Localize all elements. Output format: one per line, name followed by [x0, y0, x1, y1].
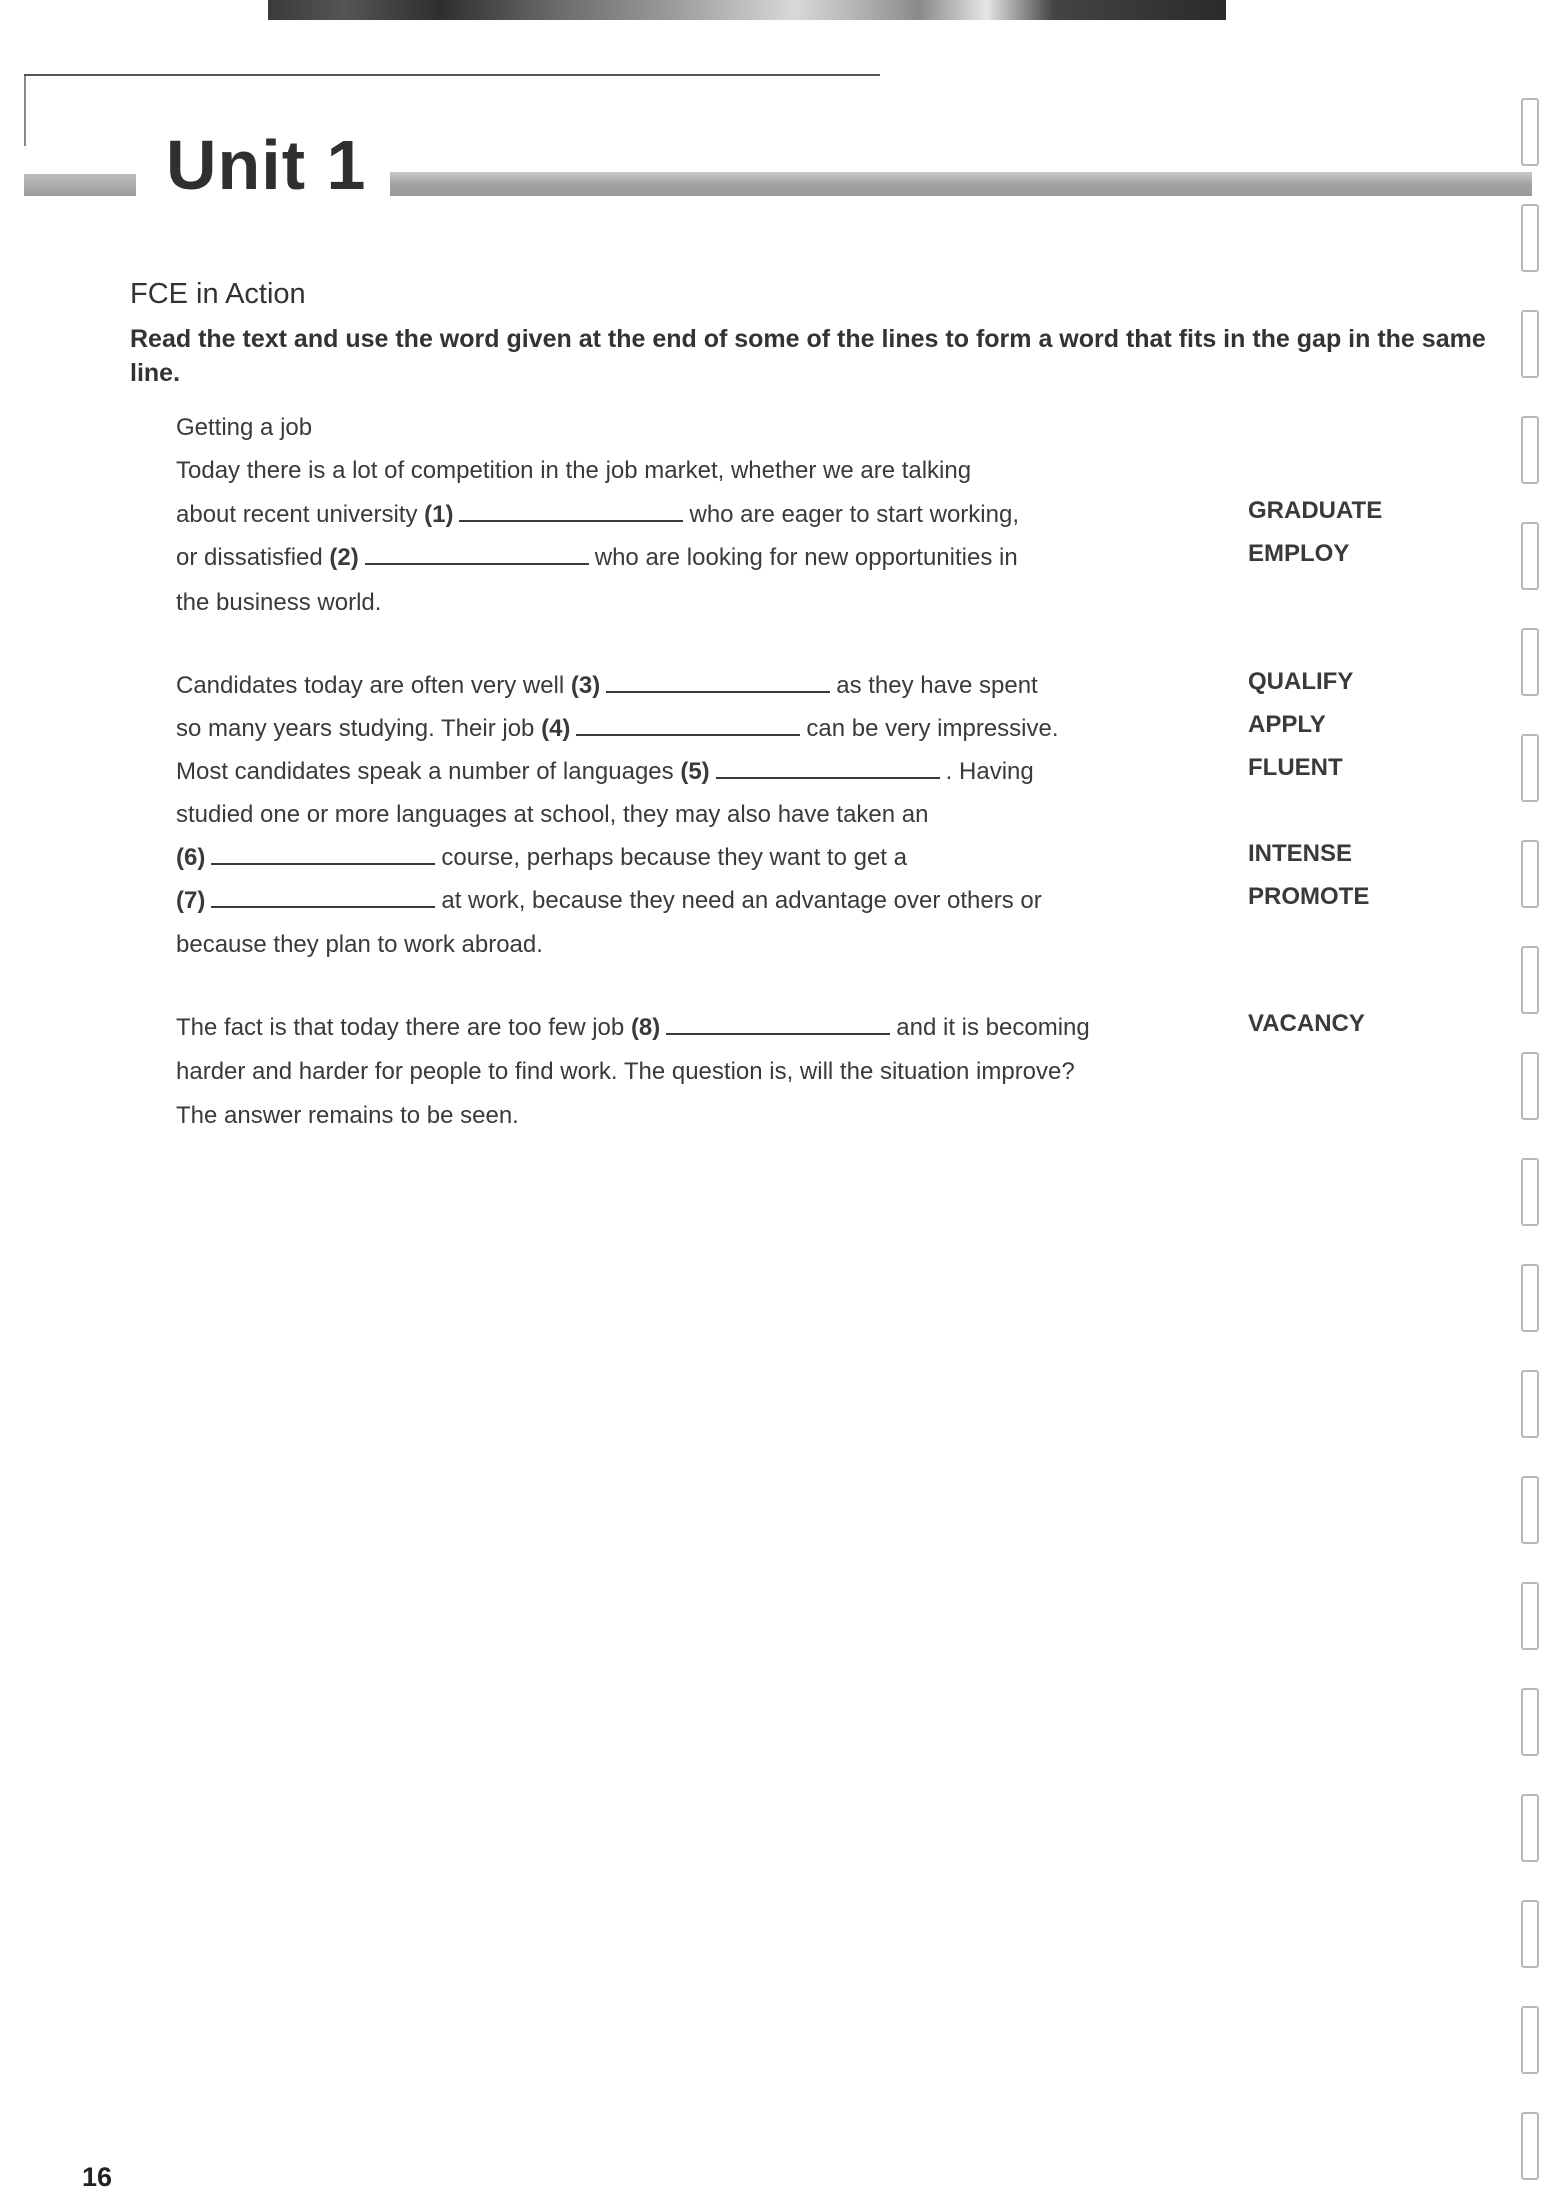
gap-number: (1): [424, 501, 454, 528]
keyword: PROMOTE: [1248, 883, 1370, 910]
binding-ring: [1521, 2006, 1539, 2074]
line-text: Today there is a lot of competition in the job market, whether we are talking: [176, 457, 972, 484]
line-text: The answer remains to be seen.: [176, 1102, 519, 1129]
unit-title: Unit 1: [166, 126, 367, 204]
binding-ring: [1521, 1582, 1539, 1650]
binding-ring: [1521, 98, 1539, 166]
text-line: [176, 1057, 1075, 1087]
keyword: FLUENT: [1248, 754, 1343, 781]
binding-ring: [1521, 310, 1539, 378]
binding-ring: [1521, 1158, 1539, 1226]
line-text: Most candidates speak a number of languages: [176, 758, 674, 785]
text-line: [176, 1013, 1090, 1043]
line-text: who are eager to start working,: [689, 501, 1019, 528]
gap-number: (2): [329, 544, 359, 571]
line-text: and it is becoming: [896, 1014, 1090, 1041]
unit-band-right: [390, 172, 1532, 196]
text-line: [176, 456, 971, 486]
binding-ring: [1521, 2112, 1539, 2180]
line-text: so many years studying. Their job: [176, 715, 535, 742]
line-text: The fact is that today there are too few job: [176, 1014, 625, 1041]
section-label: FCE in Action: [130, 278, 306, 310]
gap-number: (6): [176, 844, 206, 871]
text-line: [176, 543, 1018, 573]
exercise-text-title: Getting a job: [176, 414, 313, 441]
answer-gap[interactable]: [666, 1013, 890, 1035]
answer-gap[interactable]: [576, 714, 800, 736]
text-line: [176, 757, 1034, 787]
text-line: [176, 1101, 519, 1131]
line-text: . Having: [945, 758, 1034, 785]
page-number: 16: [82, 2162, 113, 2192]
answer-gap[interactable]: [716, 757, 940, 779]
header-rule: [24, 74, 880, 76]
line-text: about recent university: [176, 501, 418, 528]
text-line: [176, 500, 1019, 530]
text-line: [176, 843, 907, 873]
binding-ring: [1521, 416, 1539, 484]
binding-ring: [1521, 1900, 1539, 1968]
gap-number: (4): [541, 715, 571, 742]
line-text: Candidates today are often very well: [176, 672, 565, 699]
text-line: [176, 588, 381, 618]
keyword: QUALIFY: [1248, 668, 1354, 695]
binding-ring: [1521, 840, 1539, 908]
line-text: harder and harder for people to find work. The question is, will the situation improve?: [176, 1058, 1075, 1085]
answer-gap[interactable]: [211, 843, 435, 865]
keyword: GRADUATE: [1248, 497, 1383, 524]
keyword: INTENSE: [1248, 840, 1353, 867]
binding-ring: [1521, 946, 1539, 1014]
header-rule-tick: [24, 76, 26, 146]
binding-ring: [1521, 628, 1539, 696]
spiral-binding: [1513, 90, 1553, 2209]
keyword: APPLY: [1248, 711, 1326, 738]
header-photo-strip: [268, 0, 1226, 20]
binding-ring: [1521, 1688, 1539, 1756]
line-text: as they have spent: [836, 672, 1038, 699]
gap-number: (5): [680, 758, 710, 785]
answer-gap[interactable]: [211, 886, 435, 908]
text-line: [176, 671, 1038, 701]
binding-ring: [1521, 204, 1539, 272]
text-line: [176, 800, 928, 830]
text-line: [176, 714, 1059, 744]
line-text: at work, because they need an advantage over others or: [441, 887, 1042, 914]
line-text: or dissatisfied: [176, 544, 323, 571]
answer-gap[interactable]: [365, 543, 589, 565]
binding-ring: [1521, 1370, 1539, 1438]
line-text: studied one or more languages at school, they may also have taken an: [176, 801, 929, 828]
binding-ring: [1521, 734, 1539, 802]
binding-ring: [1521, 1264, 1539, 1332]
text-line: [176, 886, 1042, 916]
keyword: EMPLOY: [1248, 540, 1350, 567]
line-text: the business world.: [176, 589, 382, 616]
gap-number: (8): [630, 1014, 661, 1041]
gap-number: (3): [570, 672, 601, 699]
unit-band-left: [24, 174, 136, 196]
keyword: VACANCY: [1248, 1010, 1365, 1037]
answer-gap[interactable]: [459, 500, 683, 522]
line-text: because they plan to work abroad.: [176, 931, 543, 958]
line-text: course, perhaps because they want to get a: [441, 844, 907, 871]
exercise-instruction: Read the text and use the word given at the end of some of the lines to form a word that fits in the gap in the same line.: [130, 325, 1486, 387]
line-text: who are looking for new opportunities in: [594, 544, 1018, 571]
binding-ring: [1521, 1794, 1539, 1862]
binding-ring: [1521, 522, 1539, 590]
answer-gap[interactable]: [606, 671, 830, 693]
binding-ring: [1521, 1052, 1539, 1120]
gap-number: (7): [176, 887, 206, 914]
binding-ring: [1521, 1476, 1539, 1544]
line-text: can be very impressive.: [806, 715, 1059, 742]
text-line: [176, 930, 543, 960]
